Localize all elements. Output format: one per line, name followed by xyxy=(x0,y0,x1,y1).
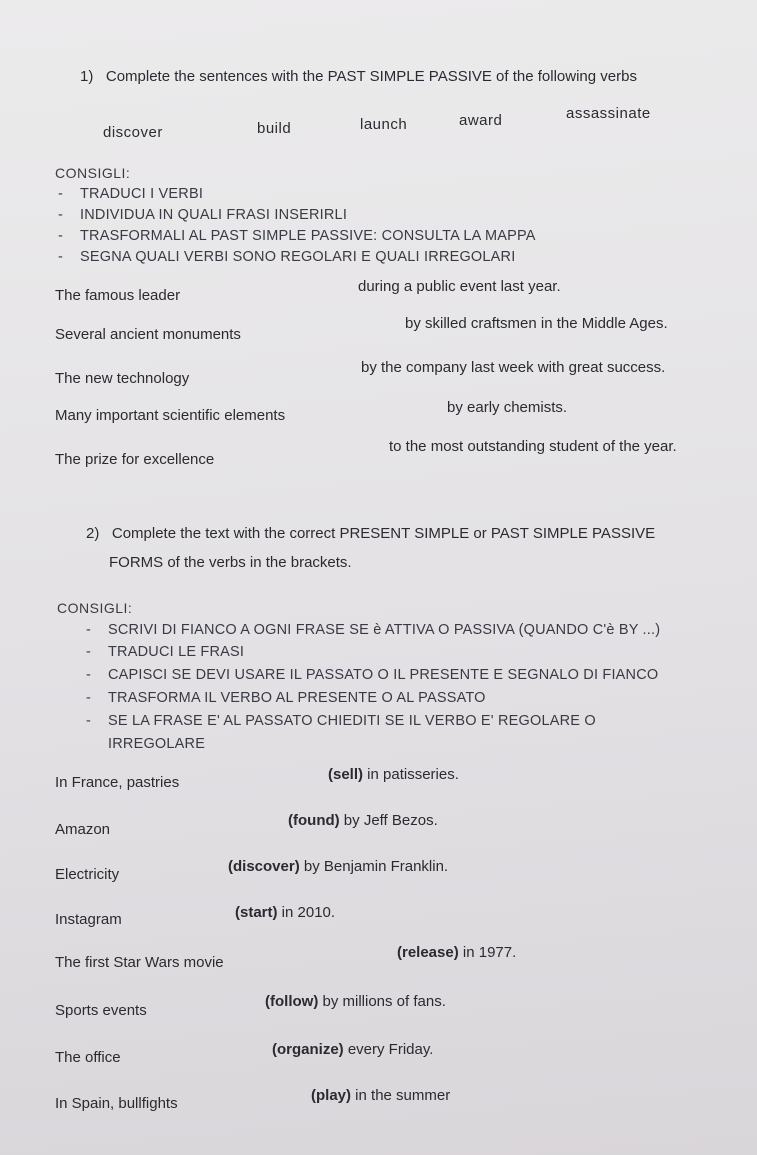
ex2-sentence-6-subject: Sports events xyxy=(55,1002,147,1019)
tip-1-2: - INDIVIDUA IN QUALI FRASI INSERIRLI xyxy=(58,207,348,223)
exercise1-number: 1) xyxy=(80,68,94,85)
consigli-heading-1: CONSIGLI: xyxy=(55,165,131,181)
ex2-sentence-1-rest: (sell) in patisseries. xyxy=(328,766,459,783)
tip-2-1: - SCRIVI DI FIANCO A OGNI FRASE SE è ATTIVA O PASSIVA (QUANDO C'è BY ...) xyxy=(86,622,661,638)
ex2-sentence-4-subject: Instagram xyxy=(55,911,122,928)
ex2-sentence-7-rest: (organize) every Friday. xyxy=(272,1041,434,1058)
ex1-sentence-3-subject: The new technology xyxy=(55,370,190,387)
ex2-sentence-5-subject: The first Star Wars movie xyxy=(55,954,224,971)
ex1-sentence-5-subject: The prize for excellence xyxy=(55,451,215,468)
exercise2-instruction: Complete the text with the correct PRESENT SIMPLE or PAST SIMPLE PASSIVE xyxy=(111,525,656,542)
verb-assassinate: assassinate xyxy=(566,105,651,122)
ex2-sentence-7-subject: The office xyxy=(55,1049,121,1066)
ex1-sentence-4-subject: Many important scientific elements xyxy=(55,407,286,424)
ex1-sentence-5-rest: to the most outstanding student of the year. xyxy=(389,438,677,455)
tip-2-4: - TRASFORMA IL VERBO AL PRESENTE O AL PASSATO xyxy=(86,690,486,706)
tip-1-1: - TRADUCI I VERBI xyxy=(58,186,204,202)
ex2-sentence-1-subject: In France, pastries xyxy=(55,774,180,791)
verb-award: award xyxy=(459,112,503,129)
ex2-sentence-6-rest: (follow) by millions of fans. xyxy=(265,993,446,1010)
tip-1-3: - TRASFORMALI AL PAST SIMPLE PASSIVE: CONSULTA LA MAPPA xyxy=(58,228,536,244)
tip-1-4: - SEGNA QUALI VERBI SONO REGOLARI E QUALI IRREGOLARI xyxy=(58,249,516,265)
ex2-sentence-3-subject: Electricity xyxy=(55,866,120,883)
ex2-sentence-2-rest: (found) by Jeff Bezos. xyxy=(288,812,438,829)
verb-build: build xyxy=(257,120,292,137)
ex1-sentence-3-rest: by the company last week with great success. xyxy=(361,359,666,376)
ex1-sentence-2-rest: by skilled craftsmen in the Middle Ages. xyxy=(405,315,668,332)
verb-discover: discover xyxy=(103,124,163,141)
ex2-sentence-3-rest: (discover) by Benjamin Franklin. xyxy=(228,858,449,875)
ex1-sentence-1-subject: The famous leader xyxy=(55,287,181,304)
consigli-heading-2: CONSIGLI: xyxy=(57,600,133,616)
exercise2-title-line1 xyxy=(86,524,655,544)
ex2-sentence-5-rest: (release) in 1977. xyxy=(397,944,517,961)
ex1-sentence-2-subject: Several ancient monuments xyxy=(55,326,241,343)
exercise2-title-line2: FORMS of the verbs in the brackets. xyxy=(109,554,352,571)
ex2-sentence-8-subject: In Spain, bullfights xyxy=(55,1095,178,1112)
verb-launch: launch xyxy=(360,116,408,133)
ex1-sentence-4-rest: by early chemists. xyxy=(447,399,568,416)
ex2-sentence-4-rest: (start) in 2010. xyxy=(235,904,336,921)
ex2-sentence-8-rest: (play) in the summer xyxy=(311,1087,451,1104)
tip-2-2: - TRADUCI LE FRASI xyxy=(86,644,245,660)
tip-2-3: - CAPISCI SE DEVI USARE IL PASSATO O IL PRESENTE E SEGNALO DI FIANCO xyxy=(86,667,659,683)
tip-2-5: - SE LA FRASE E' AL PASSATO CHIEDITI SE IL VERBO E' REGOLARE O xyxy=(86,713,596,729)
tip-2-5-continuation: IRREGOLARE xyxy=(108,736,206,752)
exercise1-instruction: Complete the sentences with the PAST SIMPLE PASSIVE of the following verbs xyxy=(105,68,637,85)
exercise1-title xyxy=(80,67,637,87)
ex2-sentence-2-subject: Amazon xyxy=(55,821,111,838)
ex1-sentence-1-rest: during a public event last year. xyxy=(358,278,561,295)
exercise2-number: 2) xyxy=(86,525,100,542)
